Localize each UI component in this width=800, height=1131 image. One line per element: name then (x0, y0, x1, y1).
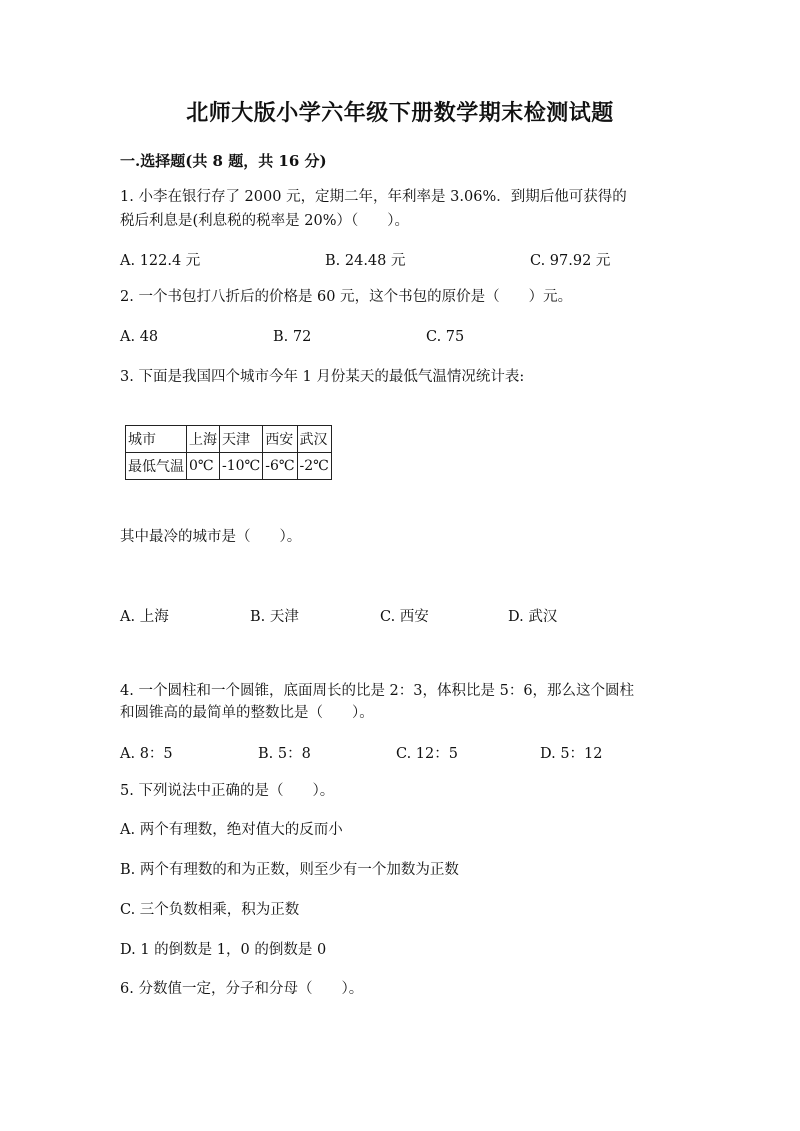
table-cell: 最低气温 (126, 453, 187, 480)
question-2-option-b: B. 72 (273, 329, 312, 345)
question-4-option-a: A. 8：5 (120, 746, 173, 762)
question-4-line-1: 4. 一个圆柱和一个圆锥，底面周长的比是 2：3，体积比是 5：6，那么这个圆柱 (120, 683, 635, 699)
temperature-table (125, 425, 332, 480)
table-cell: -10℃ (220, 453, 263, 480)
question-4-option-d: D. 5：12 (540, 746, 603, 762)
question-4-line-2: 和圆锥高的最简单的整数比是（ ）。 (120, 705, 374, 721)
question-3-option-d: D. 武汉 (508, 609, 558, 625)
question-2-line-1: 2. 一个书包打八折后的价格是 60 元，这个书包的原价是（ ）元。 (120, 289, 573, 305)
question-4-option-c: C. 12：5 (396, 746, 458, 762)
table-header-cell: 城市 (126, 426, 187, 453)
question-5-option-b: B. 两个有理数的和为正数，则至少有一个加数为正数 (120, 862, 459, 878)
question-3-option-c: C. 西安 (380, 609, 429, 625)
table-header-row (126, 426, 332, 453)
question-3-option-b: B. 天津 (250, 609, 299, 625)
question-1-line-2: 税后利息是(利息税的税率是 20%）（ ）。 (120, 213, 409, 229)
table-cell: 0℃ (187, 453, 220, 480)
question-1-option-b: B. 24.48 元 (325, 253, 406, 269)
question-4-option-b: B. 5：8 (258, 746, 311, 762)
question-3-line-1: 3. 下面是我国四个城市今年 1 月份某天的最低气温情况统计表: (120, 369, 525, 385)
table-cell: -2℃ (297, 453, 331, 480)
question-5-option-c: C. 三个负数相乘，积为正数 (120, 902, 300, 918)
question-3-followup: 其中最冷的城市是（ ）。 (120, 529, 302, 545)
table-header-cell: 西安 (263, 426, 297, 453)
question-3-option-a: A. 上海 (120, 609, 169, 625)
question-5-line-1: 5. 下列说法中正确的是（ ）。 (120, 783, 335, 799)
question-1-line-1: 1. 小李在银行存了 2000 元，定期二年，年利率是 3.06%．到期后他可获得的 (120, 189, 627, 205)
table-header-cell: 天津 (220, 426, 263, 453)
question-5-option-a: A. 两个有理数，绝对值大的反而小 (120, 822, 343, 838)
question-1-option-a: A. 122.4 元 (120, 253, 201, 269)
question-6-line-1: 6. 分数值一定，分子和分母（ ）。 (120, 981, 364, 997)
table-row (126, 453, 332, 480)
table-cell: -6℃ (263, 453, 297, 480)
question-1-option-c: C. 97.92 元 (530, 253, 611, 269)
page-title: 北师大版小学六年级下册数学期末检测试题 (186, 100, 614, 126)
section-heading: 一.选择题(共 8 题，共 16 分) (120, 152, 327, 170)
question-2-option-a: A. 48 (120, 329, 159, 345)
table-header-cell: 上海 (187, 426, 220, 453)
question-2-option-c: C. 75 (426, 329, 465, 345)
table-header-cell: 武汉 (297, 426, 331, 453)
question-5-option-d: D. 1 的倒数是 1，0 的倒数是 0 (120, 942, 327, 958)
